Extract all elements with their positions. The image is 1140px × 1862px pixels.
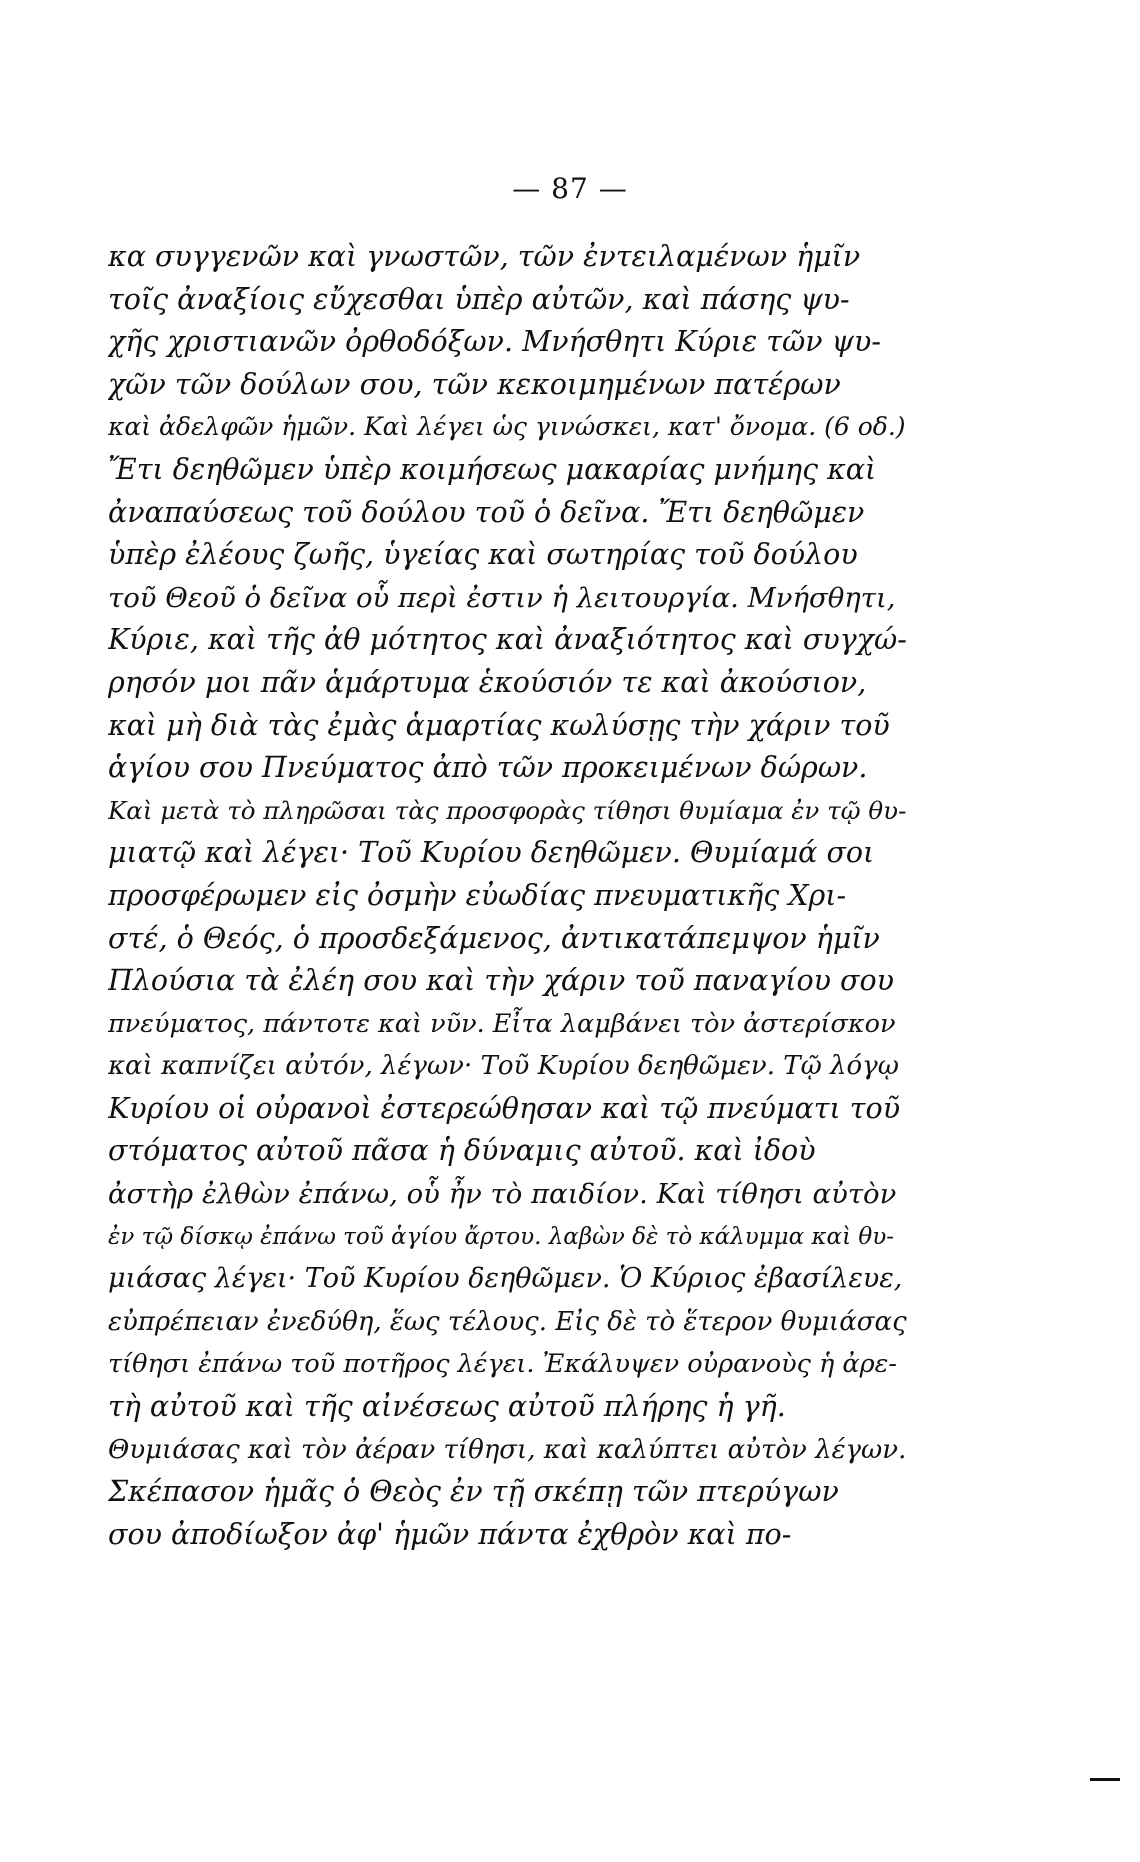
text-line: Πλούσια τὰ ἐλέη σου καὶ τὴν χάριν τοῦ παναγίου σου xyxy=(108,964,894,998)
text-line: καὶ ἀδελφῶν ἡμῶν. Καὶ λέγει ὡς γινώσκει, κατ' ὄνομα. (6 οδ.) xyxy=(108,412,906,442)
text-line: κα συγγενῶν καὶ γνωστῶν, τῶν ἐντειλαμένων ἡμῖν xyxy=(108,240,861,273)
text-line: τοῦ Θεοῦ ὁ δεῖνα οὗ περὶ ἐστιν ἡ λειτουργία. Μνήσθητι, xyxy=(108,581,896,614)
text-line: ἀναπαύσεως τοῦ δούλου τοῦ ὁ δεῖνα. Ἔτι δεηθῶμεν xyxy=(108,495,865,529)
text-line: προσφέρωμεν εἰς ὀσμὴν εὐωδίας πνευματικῆς Χρι- xyxy=(108,878,847,912)
page-number: — 87 — xyxy=(512,172,628,205)
text-line: καὶ μὴ διὰ τὰς ἐμὰς ἁμαρτίας κωλύσῃς τὴν χάριν τοῦ xyxy=(108,708,890,742)
text-line: ὑπὲρ ἐλέους ζωῆς, ὑγείας καὶ σωτηρίας τοῦ δούλου xyxy=(108,538,858,572)
text-line: τοῖς ἀναξίοις εὔχεσθαι ὑπὲρ αὐτῶν, καὶ πάσης ψυ- xyxy=(108,282,850,316)
text-line: τίθησι ἐπάνω τοῦ ποτῆρος λέγει. Ἐκάλυψεν οὐρανοὺς ἡ ἀρε- xyxy=(108,1349,897,1380)
page-edge-mark xyxy=(1090,1778,1120,1781)
text-line: μιατῷ καὶ λέγει· Τοῦ Κυρίου δεηθῶμεν. Θυμίαμά σοι xyxy=(108,836,875,870)
text-line: στέ, ὁ Θεός, ὁ προσδεξάμενος, ἀντικατάπεμψον ἡμῖν xyxy=(108,921,880,955)
text-line: μιάσας λέγει· Τοῦ Κυρίου δεηθῶμεν. Ὁ Κύριος ἐβασίλευε, xyxy=(108,1263,903,1295)
text-line: πνεύματος, πάντοτε καὶ νῦν. Εἶτα λαμβάνει τὸν ἀστερίσκον xyxy=(108,1008,896,1039)
text-line: χῆς χριστιανῶν ὀρθοδόξων. Μνήσθητι Κύριε τῶν ψυ- xyxy=(108,325,881,359)
text-line: Σκέπασον ἡμᾶς ὁ Θεὸς ἐν τῇ σκέπῃ τῶν πτερύγων xyxy=(108,1475,839,1509)
text-line: ἁγίου σου Πνεύματος ἀπὸ τῶν προκειμένων δώρων. xyxy=(108,751,868,785)
text-line: καὶ καπνίζει αὐτόν, λέγων· Τοῦ Κυρίου δεηθῶμεν. Τῷ λόγῳ xyxy=(108,1051,899,1082)
body-text xyxy=(108,236,908,1556)
text-line: Κύριε, καὶ τῆς ἀθ μότητος καὶ ἀναξιότητος καὶ συγχώ- xyxy=(108,623,907,657)
text-line: Θυμιάσας καὶ τὸν ἀέραν τίθησι, καὶ καλύπτει αὐτὸν λέγων. xyxy=(108,1434,907,1465)
text-line: σου ἀποδίωξον ἀφ' ἡμῶν πάντα ἐχθρὸν καὶ πο- xyxy=(108,1517,792,1551)
text-line: ἀστὴρ ἐλθὼν ἐπάνω, οὗ ἦν τὸ παιδίον. Καὶ τίθησι αὐτὸν xyxy=(108,1178,897,1211)
text-line: ἐν τῷ δίσκῳ ἐπάνω τοῦ ἁγίου ἄρτου. λαβὼν δὲ τὸ κάλυμμα καὶ θυ- xyxy=(108,1223,894,1250)
text-line: ρησόν μοι πᾶν ἁμάρτυμα ἑκούσιόν τε καὶ ἀκούσιον, xyxy=(108,665,867,699)
text-line: εὐπρέπειαν ἐνεδύθη, ἕως τέλους. Εἰς δὲ τὸ ἕτερον θυμιάσας xyxy=(108,1306,907,1337)
text-line: στόματος αὐτοῦ πᾶσα ἡ δύναμις αὐτοῦ. καὶ ἰδοὺ xyxy=(108,1134,816,1168)
text-line: Ἔτι δεηθῶμεν ὑπὲρ κοιμήσεως μακαρίας μνήμης καὶ xyxy=(108,452,877,486)
text-line: τὴ αὐτοῦ καὶ τῆς αἰνέσεως αὐτοῦ πλήρης ἡ γῆ. xyxy=(108,1390,786,1424)
text-line: Καὶ μετὰ τὸ πληρῶσαι τὰς προσφορὰς τίθησι θυμίαμα ἐν τῷ θυ- xyxy=(108,795,907,825)
text-line: Κυρίου οἱ οὐρανοὶ ἐστερεώθησαν καὶ τῷ πνεύματι τοῦ xyxy=(108,1091,901,1125)
text-line: χῶν τῶν δούλων σου, τῶν κεκοιμημένων πατέρων xyxy=(108,367,841,401)
